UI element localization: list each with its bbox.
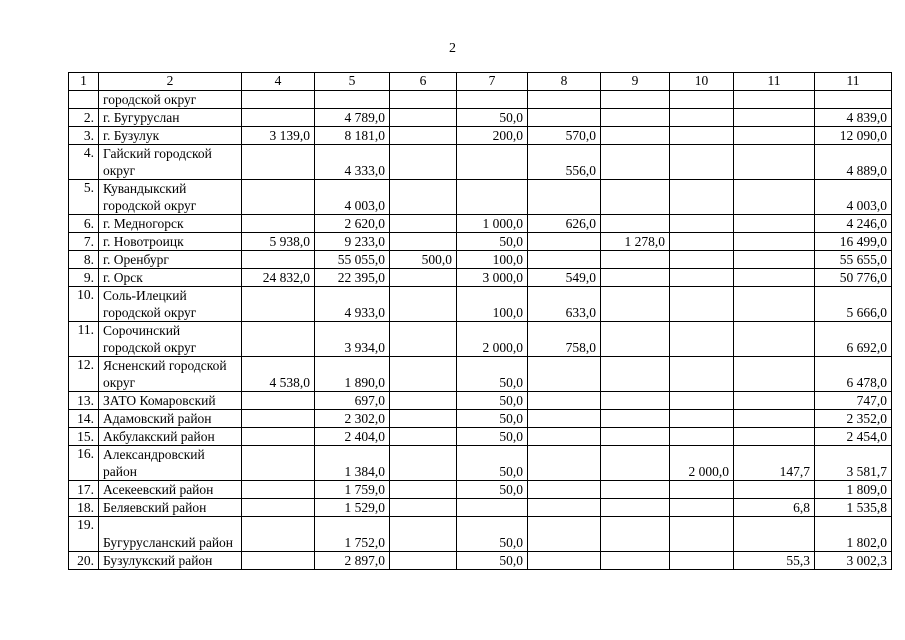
- row-name: городской округ: [99, 91, 242, 109]
- value-cell-c5: 4 933,0: [315, 287, 390, 322]
- value-cell-c11a: [734, 269, 815, 287]
- value-cell-c11b: 2 454,0: [815, 428, 892, 446]
- header-cell: 8: [528, 73, 601, 91]
- value-cell-c11b: 1 802,0: [815, 517, 892, 552]
- value-cell-c11a: [734, 410, 815, 428]
- value-cell-c11a: [734, 392, 815, 410]
- value-cell-c11b: 1 535,8: [815, 499, 892, 517]
- value-cell-c5: 4 003,0: [315, 180, 390, 215]
- table-row: [69, 287, 892, 322]
- header-cell: 10: [670, 73, 734, 91]
- row-name: Бугурусланский район: [99, 517, 242, 552]
- header-cell: 11: [815, 73, 892, 91]
- value-cell-c10: [670, 180, 734, 215]
- value-cell-c5: 697,0: [315, 392, 390, 410]
- value-cell-c10: [670, 287, 734, 322]
- page-number: 2: [449, 41, 456, 56]
- row-name: Акбулакский район: [99, 428, 242, 446]
- value-cell-c7: 50,0: [457, 446, 528, 481]
- value-cell-c10: [670, 517, 734, 552]
- value-cell-c10: [670, 552, 734, 570]
- value-cell-c11a: [734, 215, 815, 233]
- value-cell-c7: 50,0: [457, 233, 528, 251]
- value-cell-c8: [528, 410, 601, 428]
- value-cell-c11b: 6 692,0: [815, 322, 892, 357]
- value-cell-c5: 9 233,0: [315, 233, 390, 251]
- row-number: 6.: [69, 215, 99, 233]
- value-cell-c11b: 6 478,0: [815, 357, 892, 392]
- value-cell-c11b: 3 002,3: [815, 552, 892, 570]
- table-row: [69, 357, 892, 392]
- row-number: 11.: [69, 322, 99, 357]
- row-number: 19.: [69, 517, 99, 552]
- table-row: [69, 109, 892, 127]
- value-cell-c5: 2 404,0: [315, 428, 390, 446]
- value-cell-c7: 50,0: [457, 552, 528, 570]
- row-number: 12.: [69, 357, 99, 392]
- value-cell-c4: 24 832,0: [242, 269, 315, 287]
- row-number: 9.: [69, 269, 99, 287]
- value-cell-c9: [601, 109, 670, 127]
- value-cell-c6: [390, 357, 457, 392]
- value-cell-c7: 100,0: [457, 251, 528, 269]
- table-row: [69, 410, 892, 428]
- value-cell-c11a: [734, 180, 815, 215]
- value-cell-c7: 1 000,0: [457, 215, 528, 233]
- value-cell-c4: [242, 145, 315, 180]
- value-cell-c11b: 1 809,0: [815, 481, 892, 499]
- value-cell-c8: [528, 233, 601, 251]
- row-number: 17.: [69, 481, 99, 499]
- value-cell-c11b: 2 352,0: [815, 410, 892, 428]
- value-cell-c6: [390, 517, 457, 552]
- value-cell-c8: 758,0: [528, 322, 601, 357]
- row-name: Кувандыкский городской округ: [99, 180, 242, 215]
- row-name: Бузулукский район: [99, 552, 242, 570]
- value-cell-c5: 4 333,0: [315, 145, 390, 180]
- value-cell-c8: [528, 91, 601, 109]
- table-row: [69, 499, 892, 517]
- value-cell-c4: [242, 517, 315, 552]
- value-cell-c9: [601, 269, 670, 287]
- value-cell-c10: 2 000,0: [670, 446, 734, 481]
- value-cell-c9: [601, 410, 670, 428]
- value-cell-c6: [390, 180, 457, 215]
- value-cell-c11a: [734, 233, 815, 251]
- value-cell-c8: [528, 481, 601, 499]
- value-cell-c11b: 747,0: [815, 392, 892, 410]
- table-row: [69, 552, 892, 570]
- value-cell-c7: 50,0: [457, 481, 528, 499]
- value-cell-c9: [601, 91, 670, 109]
- row-number: 2.: [69, 109, 99, 127]
- value-cell-c5: 2 302,0: [315, 410, 390, 428]
- row-name: г. Оренбург: [99, 251, 242, 269]
- value-cell-c11a: [734, 428, 815, 446]
- value-cell-c7: [457, 180, 528, 215]
- value-cell-c7: 50,0: [457, 410, 528, 428]
- value-cell-c8: [528, 446, 601, 481]
- header-cell: 11: [734, 73, 815, 91]
- value-cell-c10: [670, 481, 734, 499]
- value-cell-c8: [528, 552, 601, 570]
- value-cell-c6: [390, 410, 457, 428]
- row-number: 16.: [69, 446, 99, 481]
- row-name: г. Бугуруслан: [99, 109, 242, 127]
- value-cell-c8: [528, 109, 601, 127]
- value-cell-c9: [601, 481, 670, 499]
- value-cell-c5: 1 752,0: [315, 517, 390, 552]
- value-cell-c6: [390, 446, 457, 481]
- row-number: 15.: [69, 428, 99, 446]
- table-row: [69, 517, 892, 552]
- value-cell-c6: [390, 392, 457, 410]
- table-row: [69, 251, 892, 269]
- value-cell-c6: [390, 269, 457, 287]
- value-cell-c11a: [734, 91, 815, 109]
- value-cell-c7: 50,0: [457, 357, 528, 392]
- value-cell-c10: [670, 109, 734, 127]
- value-cell-c7: [457, 145, 528, 180]
- row-number: 10.: [69, 287, 99, 322]
- value-cell-c9: [601, 145, 670, 180]
- value-cell-c4: [242, 322, 315, 357]
- value-cell-c9: [601, 499, 670, 517]
- value-cell-c6: [390, 127, 457, 145]
- value-cell-c7: 50,0: [457, 517, 528, 552]
- table-row: [69, 180, 892, 215]
- value-cell-c11b: 50 776,0: [815, 269, 892, 287]
- row-name: Соль-Илецкий городской округ: [99, 287, 242, 322]
- value-cell-c9: [601, 357, 670, 392]
- value-cell-c4: 3 139,0: [242, 127, 315, 145]
- value-cell-c4: [242, 180, 315, 215]
- value-cell-c8: 549,0: [528, 269, 601, 287]
- row-number: 7.: [69, 233, 99, 251]
- table-row: [69, 322, 892, 357]
- table-row: [69, 145, 892, 180]
- value-cell-c11a: [734, 109, 815, 127]
- value-cell-c4: [242, 481, 315, 499]
- row-name: г. Бузулук: [99, 127, 242, 145]
- value-cell-c11a: [734, 357, 815, 392]
- value-cell-c11a: 147,7: [734, 446, 815, 481]
- value-cell-c9: [601, 392, 670, 410]
- value-cell-c4: 5 938,0: [242, 233, 315, 251]
- value-cell-c7: 2 000,0: [457, 322, 528, 357]
- row-number: 3.: [69, 127, 99, 145]
- row-number: 14.: [69, 410, 99, 428]
- row-number: 13.: [69, 392, 99, 410]
- value-cell-c7: 100,0: [457, 287, 528, 322]
- row-name: ЗАТО Комаровский: [99, 392, 242, 410]
- value-cell-c8: 633,0: [528, 287, 601, 322]
- value-cell-c10: [670, 127, 734, 145]
- value-cell-c4: [242, 499, 315, 517]
- row-name: г. Новотроицк: [99, 233, 242, 251]
- row-name: Гайский городской округ: [99, 145, 242, 180]
- row-name: Адамовский район: [99, 410, 242, 428]
- table-row: [69, 446, 892, 481]
- value-cell-c5: 55 055,0: [315, 251, 390, 269]
- value-cell-c7: [457, 499, 528, 517]
- value-cell-c11b: 5 666,0: [815, 287, 892, 322]
- value-cell-c5: 1 384,0: [315, 446, 390, 481]
- value-cell-c7: 50,0: [457, 428, 528, 446]
- row-number: 18.: [69, 499, 99, 517]
- value-cell-c5: 1 890,0: [315, 357, 390, 392]
- table-row: [69, 215, 892, 233]
- table-row: [69, 269, 892, 287]
- value-cell-c9: 1 278,0: [601, 233, 670, 251]
- value-cell-c5: 4 789,0: [315, 109, 390, 127]
- value-cell-c7: [457, 91, 528, 109]
- header-cell: 4: [242, 73, 315, 91]
- value-cell-c6: [390, 287, 457, 322]
- value-cell-c9: [601, 552, 670, 570]
- header-cell: 5: [315, 73, 390, 91]
- value-cell-c6: 500,0: [390, 251, 457, 269]
- value-cell-c11a: [734, 517, 815, 552]
- value-cell-c4: [242, 109, 315, 127]
- value-cell-c5: 1 759,0: [315, 481, 390, 499]
- value-cell-c5: 3 934,0: [315, 322, 390, 357]
- value-cell-c4: [242, 410, 315, 428]
- value-cell-c8: 626,0: [528, 215, 601, 233]
- table-row: [69, 233, 892, 251]
- value-cell-c8: [528, 251, 601, 269]
- value-cell-c11b: 16 499,0: [815, 233, 892, 251]
- value-cell-c6: [390, 481, 457, 499]
- value-cell-c8: 570,0: [528, 127, 601, 145]
- value-cell-c10: [670, 91, 734, 109]
- table-row: [69, 428, 892, 446]
- value-cell-c11b: 55 655,0: [815, 251, 892, 269]
- table-row: [69, 91, 892, 109]
- value-cell-c7: 200,0: [457, 127, 528, 145]
- value-cell-c5: 8 181,0: [315, 127, 390, 145]
- value-cell-c7: 50,0: [457, 392, 528, 410]
- value-cell-c8: [528, 499, 601, 517]
- value-cell-c9: [601, 517, 670, 552]
- row-name: г. Медногорск: [99, 215, 242, 233]
- row-number: 8.: [69, 251, 99, 269]
- value-cell-c7: 3 000,0: [457, 269, 528, 287]
- value-cell-c11b: 3 581,7: [815, 446, 892, 481]
- header-cell: 1: [69, 73, 99, 91]
- value-cell-c11b: [815, 91, 892, 109]
- value-cell-c11a: [734, 287, 815, 322]
- value-cell-c6: [390, 91, 457, 109]
- header-row: [69, 73, 892, 91]
- header-cell: 2: [99, 73, 242, 91]
- value-cell-c9: [601, 446, 670, 481]
- value-cell-c11a: [734, 145, 815, 180]
- value-cell-c6: [390, 233, 457, 251]
- value-cell-c5: 2 620,0: [315, 215, 390, 233]
- value-cell-c8: [528, 357, 601, 392]
- value-cell-c4: [242, 287, 315, 322]
- value-cell-c10: [670, 145, 734, 180]
- value-cell-c8: 556,0: [528, 145, 601, 180]
- row-name: Александровский район: [99, 446, 242, 481]
- value-cell-c8: [528, 392, 601, 410]
- value-cell-c10: [670, 410, 734, 428]
- row-name: Сорочинский городской округ: [99, 322, 242, 357]
- data-table: [68, 72, 892, 570]
- value-cell-c11b: 4 889,0: [815, 145, 892, 180]
- value-cell-c9: [601, 322, 670, 357]
- value-cell-c6: [390, 428, 457, 446]
- value-cell-c11a: [734, 322, 815, 357]
- value-cell-c9: [601, 215, 670, 233]
- value-cell-c11b: 4 246,0: [815, 215, 892, 233]
- table-row: [69, 481, 892, 499]
- row-number: 20.: [69, 552, 99, 570]
- value-cell-c6: [390, 145, 457, 180]
- table-row: [69, 127, 892, 145]
- value-cell-c6: [390, 322, 457, 357]
- value-cell-c10: [670, 269, 734, 287]
- value-cell-c8: [528, 180, 601, 215]
- value-cell-c6: [390, 499, 457, 517]
- header-cell: 6: [390, 73, 457, 91]
- value-cell-c6: [390, 552, 457, 570]
- value-cell-c11b: 4 839,0: [815, 109, 892, 127]
- value-cell-c5: 2 897,0: [315, 552, 390, 570]
- header-cell: 9: [601, 73, 670, 91]
- value-cell-c11a: 6,8: [734, 499, 815, 517]
- value-cell-c4: [242, 552, 315, 570]
- row-name: г. Орск: [99, 269, 242, 287]
- value-cell-c4: [242, 446, 315, 481]
- value-cell-c11a: 55,3: [734, 552, 815, 570]
- value-cell-c10: [670, 392, 734, 410]
- value-cell-c10: [670, 251, 734, 269]
- row-number: [69, 91, 99, 109]
- value-cell-c9: [601, 428, 670, 446]
- value-cell-c9: [601, 251, 670, 269]
- value-cell-c11a: [734, 251, 815, 269]
- value-cell-c9: [601, 180, 670, 215]
- value-cell-c4: [242, 91, 315, 109]
- row-number: 5.: [69, 180, 99, 215]
- row-number: 4.: [69, 145, 99, 180]
- value-cell-c7: 50,0: [457, 109, 528, 127]
- value-cell-c11b: 12 090,0: [815, 127, 892, 145]
- row-name: Беляевский район: [99, 499, 242, 517]
- value-cell-c4: [242, 251, 315, 269]
- value-cell-c10: [670, 499, 734, 517]
- value-cell-c10: [670, 428, 734, 446]
- value-cell-c10: [670, 357, 734, 392]
- value-cell-c9: [601, 287, 670, 322]
- value-cell-c6: [390, 215, 457, 233]
- row-name: Ясненский городской округ: [99, 357, 242, 392]
- value-cell-c4: [242, 215, 315, 233]
- value-cell-c11b: 4 003,0: [815, 180, 892, 215]
- value-cell-c5: 22 395,0: [315, 269, 390, 287]
- value-cell-c4: 4 538,0: [242, 357, 315, 392]
- value-cell-c10: [670, 322, 734, 357]
- value-cell-c4: [242, 428, 315, 446]
- value-cell-c8: [528, 517, 601, 552]
- value-cell-c10: [670, 233, 734, 251]
- row-name: Асекеевский район: [99, 481, 242, 499]
- value-cell-c6: [390, 109, 457, 127]
- value-cell-c5: 1 529,0: [315, 499, 390, 517]
- value-cell-c11a: [734, 127, 815, 145]
- value-cell-c10: [670, 215, 734, 233]
- value-cell-c9: [601, 127, 670, 145]
- value-cell-c11a: [734, 481, 815, 499]
- table-row: [69, 392, 892, 410]
- value-cell-c8: [528, 428, 601, 446]
- value-cell-c4: [242, 392, 315, 410]
- header-cell: 7: [457, 73, 528, 91]
- value-cell-c5: [315, 91, 390, 109]
